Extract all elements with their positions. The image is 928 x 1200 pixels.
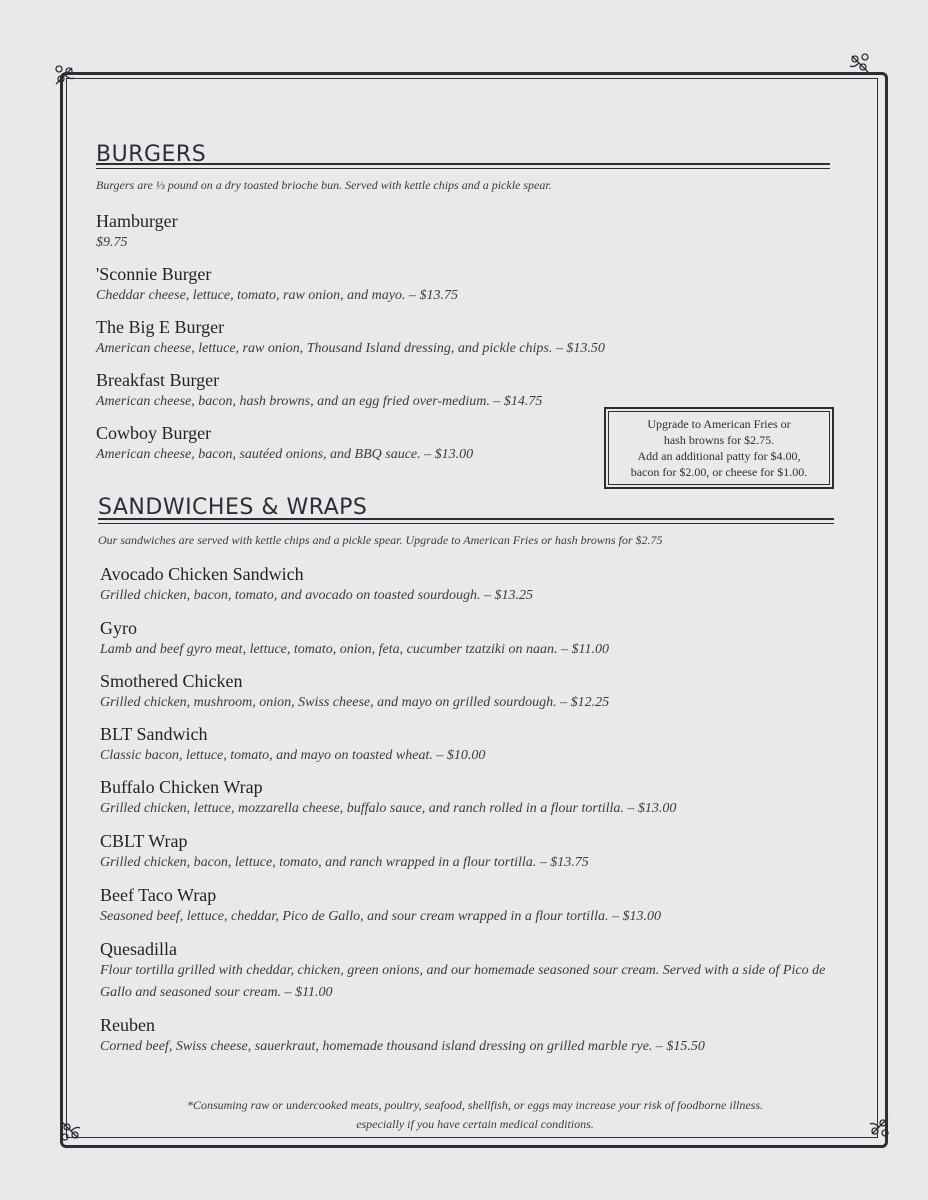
upgrade-line: Upgrade to American Fries or (647, 417, 791, 431)
sandwiches-title: SANDWICHES & WRAPS (98, 495, 368, 520)
item-price: – $13.00 (424, 447, 474, 462)
item-description (96, 444, 596, 466)
item-description (100, 585, 840, 607)
menu-item (96, 422, 596, 466)
item-price: – $11.00 (284, 985, 333, 1000)
item-name: Breakfast Burger (96, 370, 220, 390)
item-name: The Big E Burger (96, 317, 225, 337)
floral-ornament-icon (58, 1118, 84, 1144)
item-description (100, 852, 840, 874)
menu-item (100, 938, 840, 1004)
burgers-title: BURGERS (96, 142, 207, 167)
upgrade-line: bacon for $2.00, or cheese for $1.00. (630, 465, 808, 479)
item-desc-text: Classic bacon, lettuce, tomato, and mayo on toasted wheat. (100, 748, 433, 763)
item-price: – $13.25 (484, 588, 534, 603)
menu-item (100, 830, 840, 874)
item-desc-text: Flour tortilla grilled with cheddar, chicken, green onions, and our homemade seasoned sour cream. Served with a side of Pico de Gallo and seasoned sour cream. (100, 963, 826, 1000)
menu-item (100, 1014, 840, 1058)
burgers-rule-top (96, 163, 830, 165)
item-name: BLT Sandwich (100, 724, 208, 744)
upgrade-line: hash browns for $2.75. (663, 433, 775, 447)
item-name: Avocado Chicken Sandwich (100, 564, 304, 584)
upgrade-box (604, 407, 834, 489)
item-desc-text: Cheddar cheese, lettuce, tomato, raw onion, and mayo. (96, 288, 406, 303)
floral-ornament-icon (52, 62, 78, 88)
item-name: 'Sconnie Burger (96, 264, 212, 284)
sandwiches-rule-top (98, 518, 834, 520)
menu-item (100, 723, 840, 767)
item-price: – $13.75 (539, 855, 589, 870)
item-description (96, 338, 716, 360)
item-description (100, 1036, 840, 1058)
item-price: – $13.00 (627, 801, 677, 816)
menu-item (100, 670, 840, 714)
item-name: Cowboy Burger (96, 423, 212, 443)
sandwiches-rule-bottom (98, 523, 834, 524)
item-name: Beef Taco Wrap (100, 885, 217, 905)
burgers-rule-bottom (96, 168, 830, 169)
burgers-intro: Burgers are ⅓ pound on a dry toasted brioche bun. Served with kettle chips and a pickle spear. (96, 178, 552, 192)
item-price: – $12.25 (560, 695, 610, 710)
menu-item (100, 884, 840, 928)
menu-item (96, 210, 716, 254)
item-price: $9.75 (96, 235, 128, 250)
menu-item (100, 776, 840, 820)
menu-item (100, 617, 840, 661)
item-name: Quesadilla (100, 939, 177, 959)
floral-ornament-icon (846, 50, 872, 76)
item-name: Hamburger (96, 211, 178, 231)
item-description (100, 960, 840, 1004)
item-name: Gyro (100, 618, 137, 638)
item-name: Buffalo Chicken Wrap (100, 777, 263, 797)
menu-item (100, 563, 840, 607)
item-desc-text: American cheese, lettuce, raw onion, Thousand Island dressing, and pickle chips. (96, 341, 553, 356)
disclaimer-line: *Consuming raw or undercooked meats, poultry, seafood, shellfish, or eggs may increase your risk of foodborne illness. (186, 1098, 764, 1112)
item-name: Smothered Chicken (100, 671, 243, 691)
item-description (100, 906, 840, 928)
item-price: – $13.50 (555, 341, 605, 356)
item-price: – $13.75 (409, 288, 459, 303)
item-description (100, 692, 840, 714)
item-price: – $15.50 (655, 1039, 705, 1054)
item-desc-text: Corned beef, Swiss cheese, sauerkraut, homemade thousand island dressing on grilled marble rye. (100, 1039, 653, 1054)
item-description (100, 639, 840, 661)
menu-item (96, 316, 716, 360)
item-desc-text: Grilled chicken, lettuce, mozzarella cheese, buffalo sauce, and ranch rolled in a flour tortilla. (100, 801, 624, 816)
item-name: CBLT Wrap (100, 831, 188, 851)
item-desc-text: Grilled chicken, mushroom, onion, Swiss cheese, and mayo on grilled sourdough. (100, 695, 557, 710)
upgrade-line: Add an additional patty for $4.00, (637, 449, 801, 463)
menu-item (96, 263, 716, 307)
item-desc-text: Grilled chicken, bacon, tomato, and avocado on toasted sourdough. (100, 588, 481, 603)
item-desc-text: Seasoned beef, lettuce, cheddar, Pico de Gallo, and sour cream wrapped in a flour tortilla. (100, 909, 609, 924)
item-desc-text: American cheese, bacon, sautéed onions, and BBQ sauce. (96, 447, 421, 462)
item-desc-text: American cheese, bacon, hash browns, and an egg fried over-medium. (96, 394, 490, 409)
sandwiches-intro: Our sandwiches are served with kettle chips and a pickle spear. Upgrade to American Fries or hash browns for $2.75 (98, 533, 663, 547)
item-desc-text: Lamb and beef gyro meat, lettuce, tomato, onion, feta, cucumber tzatziki on naan. (100, 642, 558, 657)
disclaimer-line: especially if you have certain medical conditions. (356, 1117, 594, 1131)
item-description (100, 798, 840, 820)
item-price: – $11.00 (561, 642, 609, 657)
item-description (96, 285, 716, 307)
item-price: – $10.00 (436, 748, 486, 763)
upgrade-box-text (608, 411, 830, 485)
item-description (100, 745, 840, 767)
item-price: – $14.75 (493, 394, 543, 409)
item-name: Reuben (100, 1015, 155, 1035)
floral-ornament-icon (866, 1114, 892, 1140)
food-safety-disclaimer (130, 1096, 820, 1134)
item-desc-text: Grilled chicken, bacon, lettuce, tomato, and ranch wrapped in a flour tortilla. (100, 855, 537, 870)
item-price: – $13.00 (611, 909, 661, 924)
